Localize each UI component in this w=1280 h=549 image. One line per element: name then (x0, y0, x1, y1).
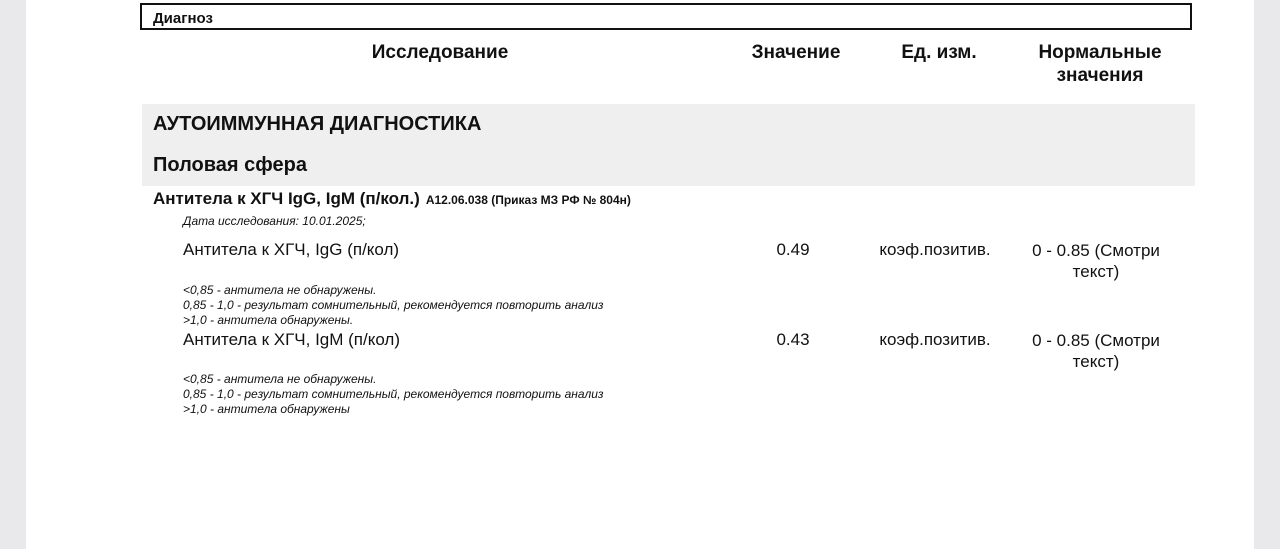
header-unit: Ед. изм. (901, 42, 977, 63)
result-unit: коэф.позитив. (879, 240, 991, 259)
result-norm-line1: 0 - 0.85 (Смотри (1032, 241, 1160, 260)
test-name: Антитела к ХГЧ IgG, IgM (п/кол.) (153, 189, 420, 208)
result-norm (1015, 330, 1177, 372)
result-norm-line2: текст) (1072, 262, 1120, 281)
note-line: 0,85 - 1,0 - результат сомнительный, рекомендуется повторить анализ (183, 387, 604, 401)
result-value: 0.49 (776, 240, 810, 259)
header-value: Значение (751, 42, 841, 63)
section-title: АУТОИММУННАЯ ДИАГНОСТИКА (153, 113, 482, 135)
diagnosis-label: Диагноз (153, 10, 213, 27)
header-norm (1010, 41, 1190, 87)
header-norm-line1: Нормальные (1038, 42, 1162, 63)
header-study: Исследование (371, 42, 509, 63)
test-code: A12.06.038 (Приказ МЗ РФ № 804н) (425, 193, 631, 207)
result-norm-line2: текст) (1072, 352, 1120, 371)
note-line: 0,85 - 1,0 - результат сомнительный, рекомендуется повторить анализ (183, 298, 604, 312)
note-line: <0,85 - антитела не обнаружены. (183, 372, 377, 386)
diagnosis-box (140, 3, 1192, 30)
note-line: >1,0 - антитела обнаружены. (183, 313, 354, 327)
header-norm-line2: значения (1056, 65, 1144, 86)
result-name: Антитела к ХГЧ, IgM (п/кол) (183, 330, 401, 349)
note-line: >1,0 - антитела обнаружены (183, 402, 350, 416)
test-date: Дата исследования: 10.01.2025; (183, 214, 366, 228)
subsection-title: Половая сфера (153, 154, 307, 176)
result-value: 0.43 (776, 330, 810, 349)
result-note-1 (183, 283, 603, 328)
test-title (153, 189, 631, 209)
result-note-2 (183, 372, 603, 417)
result-unit: коэф.позитив. (879, 330, 991, 349)
result-norm-line1: 0 - 0.85 (Смотри (1032, 331, 1160, 350)
note-line: <0,85 - антитела не обнаружены. (183, 283, 377, 297)
result-name: Антитела к ХГЧ, IgG (п/кол) (183, 240, 400, 259)
result-norm (1015, 240, 1177, 282)
